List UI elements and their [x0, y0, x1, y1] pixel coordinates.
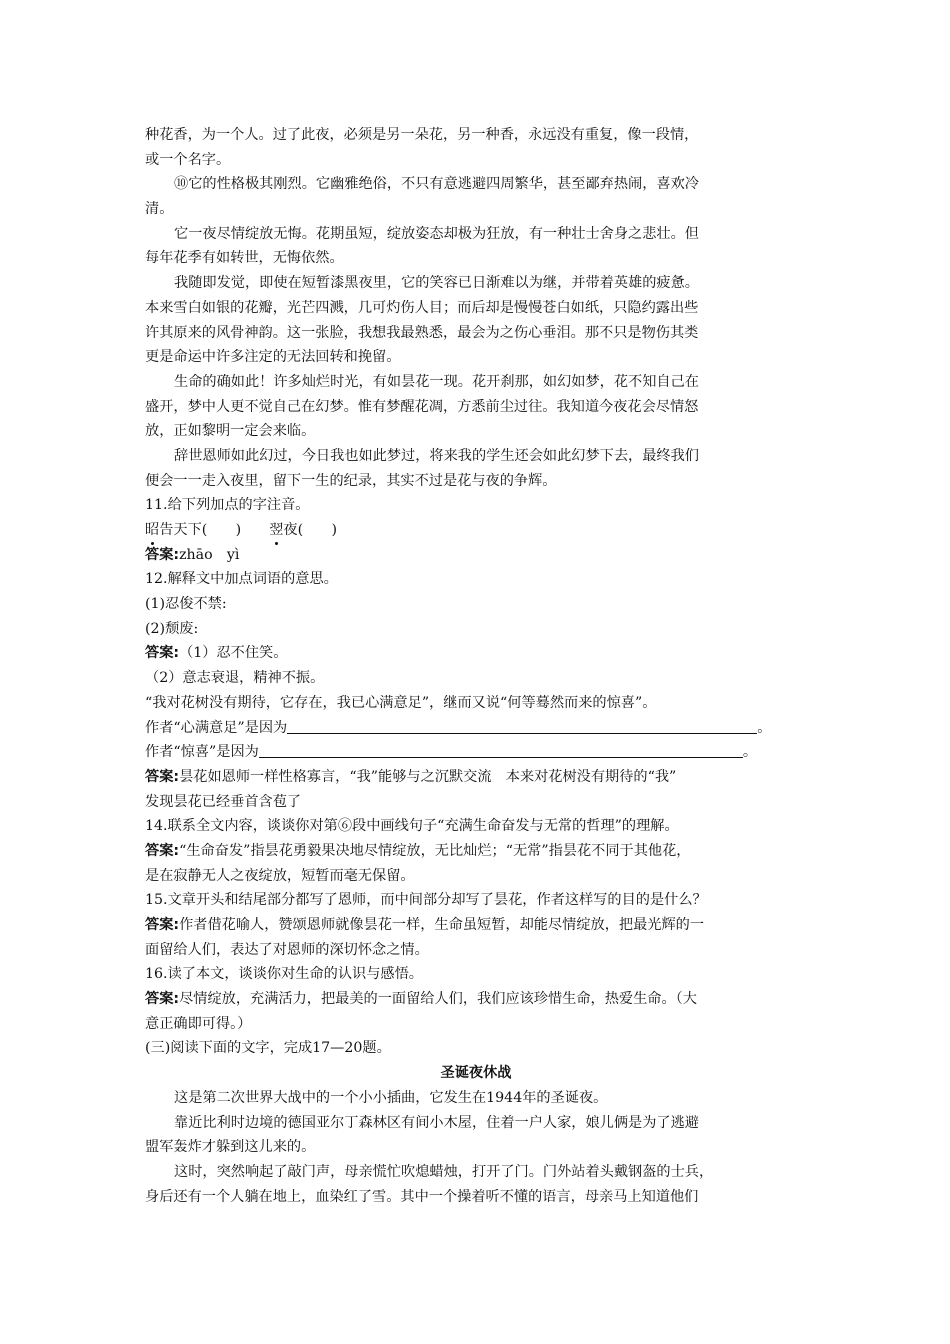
document-page [145, 123, 807, 1209]
answer-text: 作者借花喻人，赞颂恩师就像昙花一样，生命虽短暂，却能尽情绽放，把最光辉的一 [179, 917, 705, 933]
answer-label: 答案: [145, 917, 180, 933]
text-line: 每年花季有如转世，无悔依然。 [145, 250, 344, 267]
answer-15-line-2: 面留给人们，表达了对恩师的深切怀念之情。 [145, 941, 429, 958]
answer-12-line-2: （2）意志衰退，精神不振。 [145, 670, 325, 687]
answer-16 [145, 987, 807, 1012]
question-11-items [145, 518, 807, 543]
section-3-heading: (三)阅读下面的文字，完成17—20题。 [145, 1040, 391, 1057]
answer-13 [145, 765, 807, 790]
question-11-item-a: 告天下( ) [159, 522, 242, 538]
text-line: 便会一一走入夜里，留下一生的纪录，其实不过是花与夜的争辉。 [145, 472, 557, 489]
text-line: 盟军轰炸才躲到这儿来的。 [145, 1139, 316, 1156]
question-text: 作者“惊喜”是因为 [145, 744, 259, 761]
question-12: 12.解释文中加点词语的意思。 [145, 571, 338, 588]
paragraph: 这是第二次世界大战中的一个小小插曲，它发生在1944年的圣诞夜。 [174, 1089, 608, 1106]
text-line: 身后还有一个人躺在地上，血染红了雪。其中一个操着听不懂的语言，母亲马上知道他们 [145, 1188, 699, 1205]
answer-text: 尽情绽放，充满活力，把最美的一面留给人们，我们应该珍惜生命，热爱生命。（大 [179, 991, 697, 1008]
article-title: 圣诞夜休战 [440, 1065, 512, 1082]
paragraph: 靠近比利时边境的德国亚尔丁森林区有间小木屋，住着一户人家，娘儿俩是为了逃避 [174, 1114, 699, 1131]
paragraph: 生命的确如此！许多灿烂时光，有如昙花一现。花开刹那，如幻如梦，花不知自己在 [174, 373, 699, 390]
text-line: 盛开，梦中人更不觉自己在幻梦。惟有梦醒花凋，方悉前尘过往。我知道今夜花会尽情怒 [145, 398, 699, 415]
answer-label: 答案: [145, 645, 180, 662]
question-14: 14.联系全文内容，谈谈你对第⑥段中画线句子“充满生命奋发与无常的哲理”的理解。 [145, 818, 679, 835]
question-12-item-2: (2)颓废: [145, 620, 199, 637]
question-16: 16.读了本文，谈谈你对生命的认识与感悟。 [145, 966, 423, 983]
question-11: 11.给下列加点的字注音。 [145, 497, 310, 514]
text-line: 或一个名字。 [145, 151, 231, 168]
answer-text: 昙花如恩师一样性格寡言，“我”能够与之沉默交流 本来对花树没有期待的“我” [179, 768, 677, 785]
paragraph: 这时，突然响起了敲门声，母亲慌忙吹熄蜡烛，打开了门。门外站着头戴钢盔的士兵， [174, 1163, 714, 1180]
paragraph-10: ⑩它的性格极其刚烈。它幽雅绝俗，不只有意逃避四周繁华，甚至鄙弃热闹，喜欢冷 [174, 176, 699, 193]
answer-15 [145, 913, 807, 938]
answer-14-line-2: 是在寂静无人之夜绽放，短暂而毫无保留。 [145, 867, 415, 884]
answer-label: 答案: [145, 768, 180, 785]
fill-blank[interactable] [287, 719, 757, 734]
answer-text: “生命奋发”指昙花勇毅果决地尽情绽放，无比灿烂；“无常”指昙花不同于其他花， [179, 842, 691, 859]
fill-blank[interactable] [259, 743, 743, 758]
answer-12 [145, 641, 807, 666]
question-15: 15.文章开头和结尾部分都写了恩师，而中间部分却写了昙花，作者这样写的目的是什么？ [145, 892, 707, 909]
question-13-item-1 [145, 716, 807, 741]
dotted-char: 昭 [145, 518, 159, 543]
answer-text: （1）忍不住笑。 [179, 645, 288, 662]
period: 。 [757, 719, 772, 736]
dotted-char: 翌 [269, 518, 283, 543]
answer-label: 答案: [145, 842, 180, 859]
question-12-item-1: (1)忍俊不禁: [145, 596, 227, 613]
answer-text: zhāo yì [179, 546, 240, 563]
answer-11 [145, 543, 807, 568]
answer-14 [145, 839, 807, 864]
paragraph: 我随即发觉，即使在短暂漆黑夜里，它的笑容已日渐难以为继，并带着英雄的疲惫。 [174, 275, 699, 292]
period: 。 [742, 744, 758, 761]
question-11-item-b: 夜( ) [283, 522, 338, 538]
text-line: 更是命运中许多注定的无法回转和挽留。 [145, 349, 401, 366]
text-line: 本来雪白如银的花瓣，光芒四溅，几可灼伤人目；而后却是慢慢苍白如纸，只隐约露出些 [145, 299, 699, 316]
paragraph: 它一夜尽情绽放无悔。花期虽短，绽放姿态却极为狂放，有一种壮士舍身之悲壮。但 [174, 225, 699, 242]
text-line: 种花香，为一个人。过了此夜，必须是另一朵花，另一种香，永远没有重复，像一段情， [145, 127, 699, 143]
answer-label: 答案: [145, 991, 180, 1008]
question-13-item-2 [145, 740, 807, 765]
text-line: 清。 [145, 201, 174, 218]
answer-16-line-2: 意正确即可得。） [145, 1015, 252, 1032]
paragraph: 辞世恩师如此幻过，今日我也如此梦过，将来我的学生还会如此幻梦下去，最终我们 [174, 447, 699, 464]
question-13: “我对花树没有期待，它存在，我已心满意足”，继而又说“何等蓦然而来的惊喜”。 [145, 694, 657, 711]
text-line: 放，正如黎明一定会来临。 [145, 423, 316, 440]
question-text: 作者“心满意足”是因为 [145, 719, 288, 736]
answer-13-line-2: 发现昙花已经垂首含苞了 [145, 793, 302, 810]
text-line: 许其原来的风骨神韵。这一张脸，我想我最熟悉，最会为之伤心垂泪。那不只是物伤其类 [145, 324, 699, 341]
answer-label: 答案: [145, 546, 180, 563]
